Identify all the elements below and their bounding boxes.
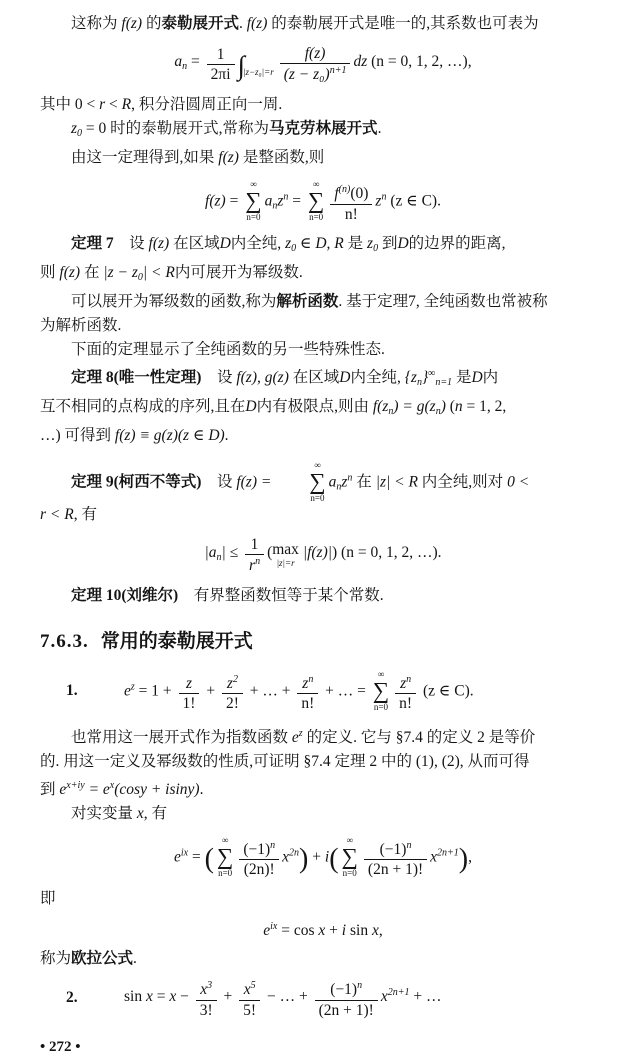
text-segment: x <box>371 922 379 940</box>
text-segment: 内有极限点,则由 <box>256 398 373 415</box>
text-segment: , 积分沿圆周正向一周. <box>131 96 283 114</box>
math-run: sin <box>124 988 146 1006</box>
var-sub: n <box>216 552 222 564</box>
text-segment: n <box>435 406 441 417</box>
sum-operator <box>373 669 389 712</box>
para-integral-note <box>40 93 606 117</box>
sum-upper: ∞ <box>314 460 321 470</box>
para-taylor-intro <box>40 12 606 36</box>
frac-den <box>245 555 264 574</box>
math-run: | ≤ <box>221 544 243 562</box>
text-segment: i <box>341 922 347 940</box>
fraction <box>280 45 351 84</box>
text-segment: 也常用这一展开式作为指数函数 <box>71 728 292 746</box>
sum-operator <box>245 179 261 222</box>
frac-num <box>330 184 372 204</box>
text-segment: D, R <box>315 235 344 252</box>
theorem7-line1 <box>40 232 606 261</box>
text-segment: 马克劳林展开式 <box>269 120 378 138</box>
math-run: (−1) <box>330 981 358 999</box>
text-segment: 0 <box>291 243 297 254</box>
math-run: + <box>202 682 219 699</box>
text-segment: ∞ <box>428 368 436 379</box>
text-segment: R <box>121 96 132 114</box>
math-run: + … = <box>321 682 370 699</box>
var-a: a <box>264 192 273 210</box>
text-segment: D <box>219 235 231 252</box>
text-segment: D <box>339 369 351 386</box>
text-segment: 0 <box>137 272 143 283</box>
text-segment: . <box>133 950 137 968</box>
theorem8-line3 <box>40 424 606 448</box>
text-segment: = 1, 2, <box>462 398 507 415</box>
paren: ( <box>267 544 273 562</box>
var-sup: n <box>283 191 289 203</box>
text-segment: 到 <box>40 780 60 798</box>
text-segment: . 基于定理7, 全纯函数也常被称 <box>338 293 548 310</box>
var-a: a <box>328 473 337 491</box>
text-segment: f(z <box>372 398 389 415</box>
math-run: = <box>225 192 243 210</box>
text-segment: 内全纯, <box>350 369 405 386</box>
text-run: 内全纯,则对 <box>417 473 508 491</box>
text-segment: ) = g(z <box>393 398 436 415</box>
integral-sign: ∫ <box>237 50 245 81</box>
fraction <box>297 674 318 713</box>
text-segment: 为解析函数. <box>40 317 122 334</box>
var-z: z <box>302 674 309 692</box>
max-operator <box>272 542 299 568</box>
para-special-properties <box>40 338 606 362</box>
max-condition: |z|=r <box>276 557 295 568</box>
para-maclaurin <box>40 117 606 146</box>
formula-cauchy-inequality <box>40 536 606 575</box>
text-segment: } <box>421 369 429 386</box>
frac-den: n! <box>301 695 315 713</box>
text-segment: 0 <box>373 243 379 254</box>
text-segment: . <box>224 427 229 444</box>
var-sup: n <box>308 673 314 685</box>
sum-operator <box>308 179 324 222</box>
math-run: 0 < <box>507 473 530 491</box>
sum-lower: n=0 <box>246 212 261 223</box>
text-segment: 0 <box>77 128 83 140</box>
frac-den: 1! <box>182 695 196 713</box>
var-x: x <box>243 981 251 999</box>
math-run: = 1 + <box>134 682 176 699</box>
frac-den <box>280 64 351 83</box>
text-segment: 设 <box>201 369 237 386</box>
paren-big: ) <box>458 842 469 874</box>
math-run: + <box>308 847 325 865</box>
var-z: z <box>226 674 233 692</box>
sigma: ∑ <box>372 677 390 703</box>
text-segment: sin <box>346 922 372 940</box>
var-f: f <box>334 185 339 203</box>
para-real-variable <box>40 802 606 826</box>
text-segment: e <box>263 922 271 940</box>
para-exp-def-line2 <box>40 750 606 774</box>
condition: (n = 0, 1, 2, …). <box>337 544 442 562</box>
var-sup: n <box>406 839 412 851</box>
var-z: z <box>277 192 284 210</box>
text-segment: f(z) <box>218 149 239 167</box>
frac-den: 2! <box>225 695 239 713</box>
var-sup: n <box>270 839 276 851</box>
var-sup: n <box>347 472 353 484</box>
sum-upper: ∞ <box>377 668 385 679</box>
text-segment: ) <box>440 398 446 415</box>
var-sup: n+1 <box>329 65 347 77</box>
var-sup: ix <box>180 846 189 858</box>
text-segment: 是 <box>343 235 368 252</box>
math-run: , <box>468 847 472 865</box>
var-sup: 2n+1 <box>387 987 410 999</box>
fraction <box>239 840 279 879</box>
frac-num <box>222 674 243 694</box>
text-segment: 的定义. 它与 §7.4 的定义 2 是等价 <box>302 728 536 746</box>
frac-num <box>196 980 217 1000</box>
formula-sin-series <box>40 980 606 1019</box>
text-segment: z <box>298 727 303 739</box>
text-segment: , 有 <box>73 506 97 523</box>
text-segment: n <box>454 398 463 415</box>
fraction <box>179 675 200 713</box>
math-run: (−1) <box>243 840 271 858</box>
text-segment: 是整函数,则 <box>238 149 325 167</box>
text-segment: x+iy <box>66 779 85 791</box>
var-x: x <box>380 988 388 1006</box>
var-sup: 2n+1 <box>437 846 459 858</box>
text-segment: 是 <box>452 369 472 386</box>
para-analytic-line1 <box>40 290 606 314</box>
frac-den: 2πi <box>210 66 231 84</box>
max-word: max <box>272 541 299 559</box>
text-segment: 在区域 <box>288 369 340 386</box>
text-segment: | < R <box>142 264 175 281</box>
text-segment: D <box>397 235 409 252</box>
fraction <box>395 674 416 713</box>
theorem8-line2 <box>40 395 606 424</box>
formula-euler-expansion <box>40 835 606 879</box>
formula-label: 1. <box>66 682 78 699</box>
text-segment: (cosy + isiny) <box>114 780 200 798</box>
frac-den: (2n)! <box>243 860 275 878</box>
text-segment: f(z) <box>246 15 268 32</box>
text-segment: n=1 <box>435 377 453 388</box>
text-segment: = 0 时的泰勒展开式,常称为 <box>82 120 270 138</box>
frac-num: 1 <box>207 46 235 65</box>
frac-den: n! <box>344 205 358 223</box>
text-segment: e <box>291 728 299 746</box>
frac-num <box>395 674 416 694</box>
sum-lower: n=0 <box>342 867 357 878</box>
paren: ) <box>332 544 338 562</box>
text-segment: 解析函数 <box>276 293 339 310</box>
condition: (z ∈ C). <box>419 682 474 699</box>
var-sup: n <box>255 556 261 568</box>
frac-den: (2n + 1)! <box>318 1001 374 1019</box>
text-segment: f(z) <box>59 264 81 281</box>
math-run: (0) <box>350 185 369 203</box>
para-entire-lead <box>40 146 606 170</box>
theorem7-line2 <box>40 261 606 290</box>
text-segment: ( <box>445 398 455 415</box>
text-segment: n <box>388 406 394 417</box>
text-segment: . <box>199 780 204 798</box>
sum-upper: ∞ <box>312 179 320 190</box>
sum-operator <box>278 460 325 503</box>
var-x: x <box>145 988 153 1006</box>
var-sup: n <box>406 673 412 685</box>
text-segment: x <box>109 779 115 791</box>
sum-upper: ∞ <box>221 834 229 845</box>
math-run: (−1) <box>379 840 407 858</box>
fraction <box>330 184 372 223</box>
fraction <box>315 980 378 1019</box>
var-sup: 2n <box>289 846 300 858</box>
text-segment: 互不相同的点构成的序列,且在 <box>40 398 246 415</box>
formula-exp-series <box>40 669 606 713</box>
frac-num <box>297 674 318 694</box>
math-run: − … + <box>263 988 312 1006</box>
var-x: x <box>169 988 177 1006</box>
text-segment: 即 <box>40 890 56 908</box>
sum-lower: n=0 <box>373 701 388 712</box>
fraction <box>245 536 264 575</box>
math-run: − <box>176 988 193 1006</box>
frac-den: 5! <box>243 1001 257 1019</box>
text-segment: 设 <box>113 235 149 252</box>
text-segment: |z − z <box>103 264 138 281</box>
text-segment: 内全纯, <box>230 235 286 252</box>
text-segment: , <box>378 922 383 940</box>
text-segment: 这称为 <box>71 15 122 32</box>
text-segment: 在 <box>80 264 104 281</box>
section-number: 7.6.3. <box>40 630 89 652</box>
var-r: r <box>249 557 256 575</box>
var-i: i <box>324 847 330 865</box>
text-segment: 在区域 <box>169 235 220 252</box>
para-exp-def-line1 <box>40 722 606 750</box>
var-sup: (n) <box>338 184 351 196</box>
math-run: |z| < R <box>375 473 418 491</box>
frac-num: 1 <box>245 536 264 555</box>
theorem9-line2 <box>40 503 606 527</box>
fraction <box>207 46 235 84</box>
math-run: + … + <box>245 682 295 699</box>
frac-num: f(z) <box>280 45 351 64</box>
para-analytic-line2 <box>40 314 606 338</box>
math-run: f(z) = <box>236 473 276 491</box>
var-sup: 2 <box>232 673 238 685</box>
fraction <box>239 980 260 1019</box>
var-sup: 3 <box>207 980 213 992</box>
frac-num <box>364 840 427 860</box>
text-segment: 其中 0 < <box>40 96 100 114</box>
formula-euler <box>40 915 606 943</box>
math-run: (z − z₀) <box>283 66 330 84</box>
text-segment: 定理 7 <box>71 235 114 252</box>
text-segment: r < R <box>40 506 74 523</box>
var-e: e <box>124 682 131 699</box>
fraction <box>364 840 427 879</box>
fraction <box>196 980 217 1019</box>
var-x: x <box>430 847 438 865</box>
section-title: 常用的泰勒展开式 <box>100 630 253 652</box>
math-run: + <box>219 988 237 1006</box>
text-run: 设 <box>201 473 237 491</box>
text-segment: f(z) <box>148 235 170 252</box>
var-sub: n <box>272 200 278 212</box>
text-segment: 的 <box>142 15 162 32</box>
math-run: = <box>188 847 205 865</box>
text-segment: 的边界的距离, <box>408 235 506 252</box>
math-run: = <box>152 988 170 1006</box>
sum-operator <box>342 835 358 878</box>
sum-operator <box>217 835 233 878</box>
fraction <box>222 674 243 713</box>
var-x: x <box>282 847 290 865</box>
frac-den: n! <box>399 695 413 713</box>
var-sub: n <box>182 61 188 73</box>
math-run: f(z) <box>205 192 226 210</box>
var-sup: n <box>357 980 363 992</box>
text-segment: 内可展开为幂级数. <box>174 264 303 281</box>
text-segment: 到 <box>378 235 398 252</box>
text-segment: 定理 8(唯一性定理) <box>71 369 202 386</box>
sum-upper: ∞ <box>250 179 257 190</box>
frac-den: (2n + 1)! <box>367 860 424 878</box>
text-segment: = <box>84 780 103 798</box>
text-segment: D <box>245 398 257 415</box>
text-segment: 有界整函数恒等于某个常数. <box>178 586 384 604</box>
text-segment: 内 <box>482 369 499 386</box>
para-namely <box>40 887 606 911</box>
var-z: z <box>341 473 348 491</box>
theorem8-line1 <box>40 362 606 395</box>
var-z: z <box>375 192 382 210</box>
sigma: ∑ <box>341 843 358 869</box>
para-euler-name <box>40 947 606 971</box>
sum-lower: n=0 <box>309 212 324 223</box>
var-sup: z <box>130 681 135 692</box>
text-segment: , 有 <box>143 804 168 822</box>
math-run: = <box>288 192 305 210</box>
text-segment: x <box>136 804 144 822</box>
condition: (z ∈ C). <box>386 192 441 210</box>
frac-num <box>315 980 378 1000</box>
text-run: 在 <box>352 473 376 491</box>
page-number: • 272 • <box>40 1039 81 1056</box>
text-segment: n <box>416 377 422 388</box>
text-segment: . <box>238 15 247 32</box>
text-segment: ix <box>270 921 278 933</box>
text-segment: z <box>285 235 292 252</box>
text-segment: 泰勒展开式 <box>161 15 239 32</box>
text-segment: z <box>71 120 78 138</box>
text-segment: 的泰勒展开式是唯一的,其系数也可表为 <box>267 15 539 32</box>
text-segment: f(z) ≡ g(z)(z ∈ D) <box>114 427 225 444</box>
sigma: ∑ <box>216 843 234 869</box>
text-segment: e <box>102 780 110 798</box>
frac-num <box>239 840 279 860</box>
text-segment: {z <box>404 369 417 386</box>
sum-lower: n=0 <box>310 493 325 503</box>
text-segment: 定理 10(刘维尔) <box>71 586 179 604</box>
var-sub: n <box>336 481 342 493</box>
text-segment: 的. 用这一定义及幂级数的性质,可证明 §7.4 定理 2 中的 (1), (2), 从而可得 <box>40 752 530 770</box>
theorem9-line1 <box>40 460 606 503</box>
frac-num: z <box>179 675 200 694</box>
math-run: + … <box>409 988 442 1006</box>
text-segment: e <box>59 780 67 798</box>
text-segment: 称为 <box>40 950 72 968</box>
text-segment: + <box>325 922 342 940</box>
text-segment: D <box>471 369 483 386</box>
text-segment: = cos <box>277 922 319 940</box>
text-segment: . <box>377 120 382 138</box>
para-exp-def-line3 <box>40 774 606 802</box>
var-z: z <box>400 674 407 692</box>
text-segment: 下面的定理显示了全纯函数的另一些特殊性态. <box>71 341 385 358</box>
text-segment: x <box>318 922 326 940</box>
var-sup: n <box>381 191 387 203</box>
text-segment: 欧拉公式 <box>71 950 134 968</box>
text-segment: …) 可得到 <box>40 427 115 444</box>
formula-entire-expansion <box>40 179 606 223</box>
text-segment: 则 <box>40 264 60 281</box>
sigma: ∑ <box>307 188 325 214</box>
math-run: |a <box>204 544 217 562</box>
paren-big: ( <box>329 842 339 874</box>
formula-label: 2. <box>66 988 78 1006</box>
paren-big: ( <box>204 842 214 874</box>
theorem10 <box>40 584 606 608</box>
theorem-label: 定理 9(柯西不等式) <box>71 473 202 491</box>
sum-lower: n=0 <box>218 867 233 878</box>
var-a: a <box>174 53 183 71</box>
text-segment: ∈ <box>296 235 316 252</box>
formula-coefficient-integral <box>40 45 606 84</box>
math-run: |f(z)| <box>298 544 332 562</box>
condition: (n = 0, 1, 2, …), <box>367 53 472 71</box>
var-x: x <box>200 981 208 999</box>
sum-upper: ∞ <box>346 834 353 845</box>
text-segment: f(z), g(z) <box>236 369 289 386</box>
sigma: ∑ <box>309 469 326 494</box>
math-run: = <box>187 53 204 71</box>
text-segment: z <box>367 235 374 252</box>
sigma: ∑ <box>245 188 262 214</box>
text-segment: < <box>105 96 122 114</box>
text-segment: 由这一定理得到,如果 <box>71 149 219 167</box>
text-segment: 对实变量 <box>71 804 137 822</box>
differential: dz <box>353 53 368 71</box>
paren-big: ) <box>299 842 309 874</box>
text-segment: f(z) <box>121 15 143 32</box>
text-segment: 可以展开为幂级数的函数,称为 <box>71 293 277 310</box>
var-e: e <box>173 847 181 865</box>
frac-den: 3! <box>199 1001 213 1019</box>
section-heading <box>40 630 606 654</box>
var-sup: 5 <box>250 980 256 992</box>
frac-num <box>239 980 260 1000</box>
integral-limits: |z−z₀|=r <box>242 67 274 78</box>
text-segment: r <box>99 96 106 114</box>
